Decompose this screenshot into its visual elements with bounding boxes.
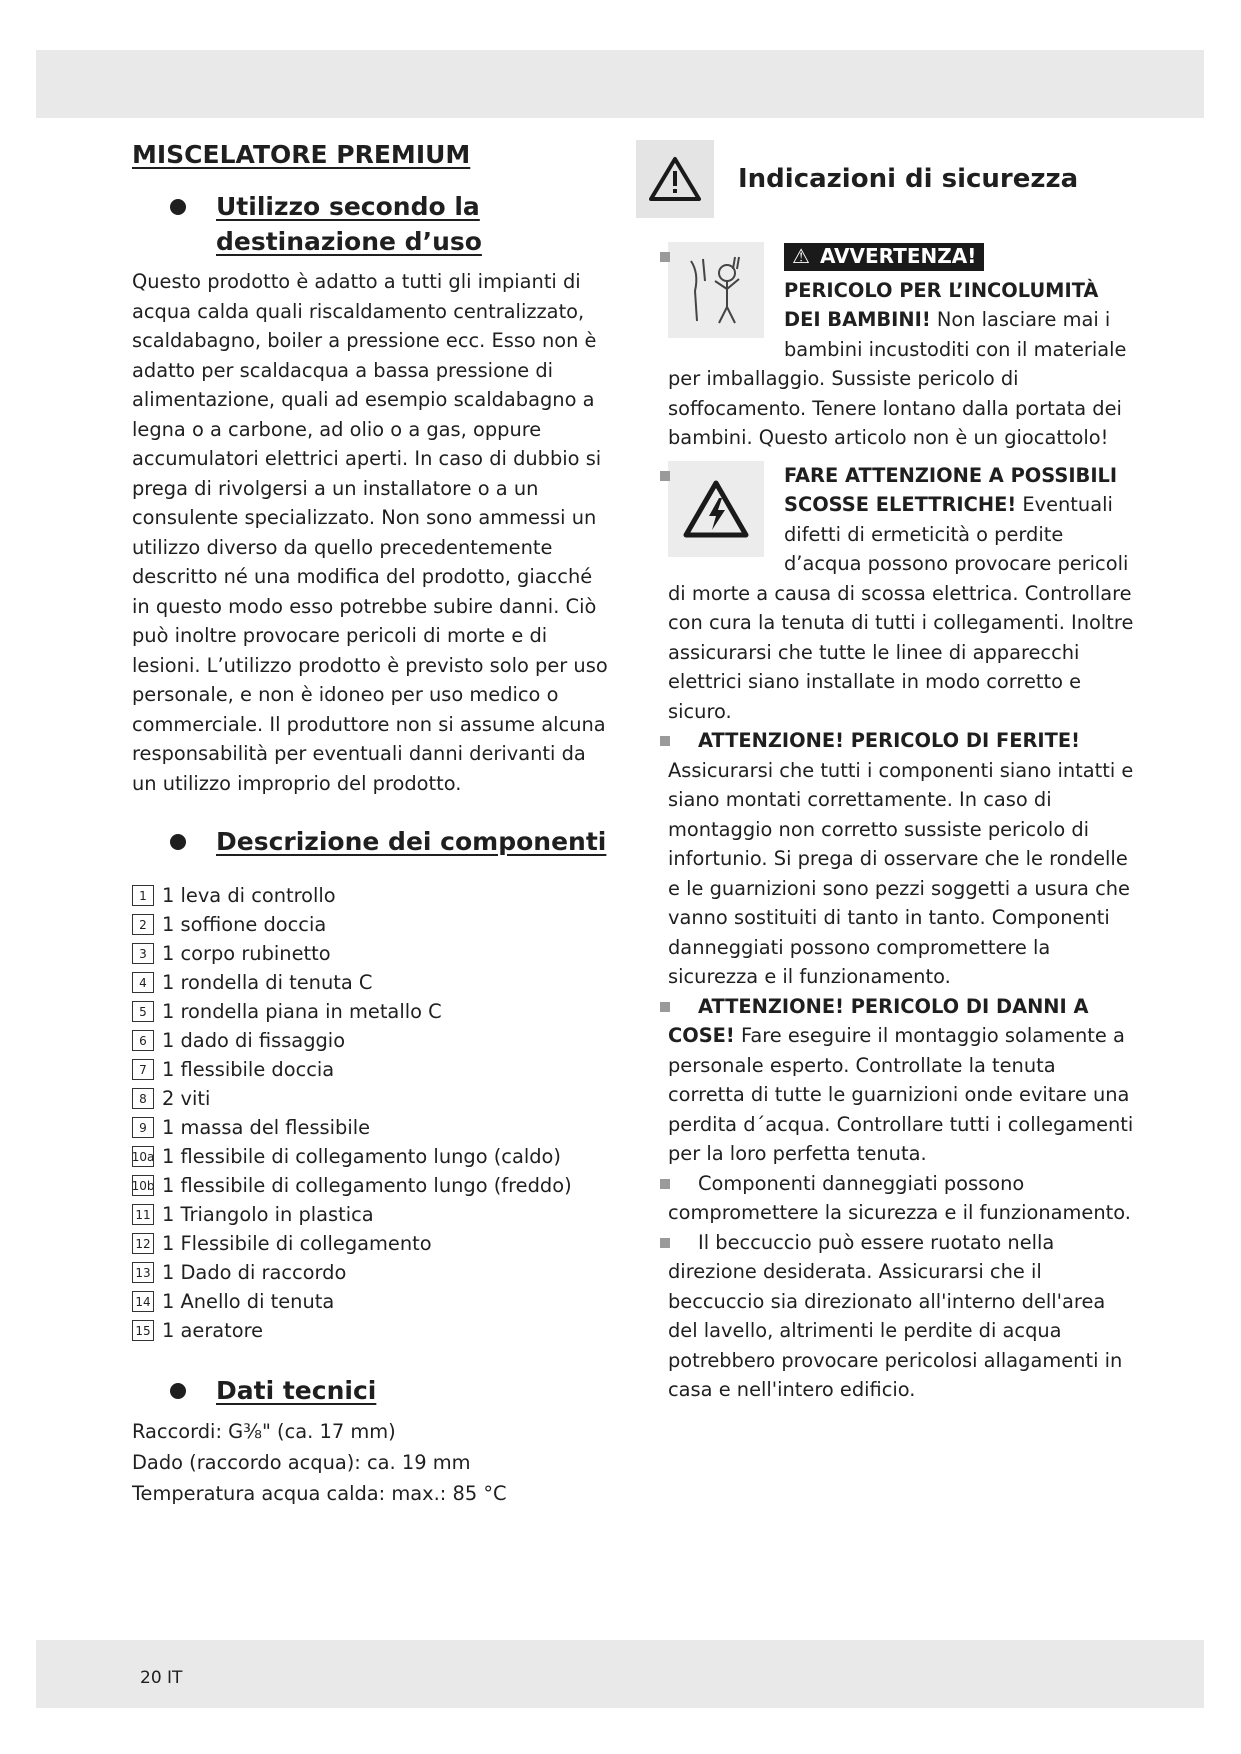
left-column — [132, 140, 612, 1509]
number-box: 3 — [132, 943, 154, 964]
list-item: 11 1 Triangolo in plastica — [132, 1200, 612, 1229]
list-item: 7 1 flessibile doccia — [132, 1055, 612, 1084]
number-box: 7 — [132, 1059, 154, 1080]
warning-triangle-icon — [636, 140, 714, 218]
child-warning-text: Non lasciare mai i bambini incustoditi con il materiale per imballaggio. Sussiste pericolo di soffocamento. Tenere lontano dalla portata dei bambini. Questo articolo non è un giocattolo! — [668, 308, 1127, 449]
list-item: 12 1 Flessibile di collegamento — [132, 1229, 612, 1258]
square-bullet-icon — [660, 1179, 670, 1189]
number-box: 8 — [132, 1088, 154, 1109]
list-item: 14 1 Anello di tenuta — [132, 1287, 612, 1316]
child-hazard-icon — [668, 242, 764, 338]
page-number: 20 IT — [140, 1668, 183, 1688]
bullet-icon — [170, 1383, 186, 1399]
list-item: 2 1 soffione doccia — [132, 910, 612, 939]
square-bullet-icon — [660, 252, 670, 262]
number-box: 9 — [132, 1117, 154, 1138]
child-warning — [668, 242, 1138, 453]
list-item: 13 1 Dado di raccordo — [132, 1258, 612, 1287]
components-list — [132, 881, 612, 1345]
bullet-icon — [170, 834, 186, 850]
number-box: 4 — [132, 972, 154, 993]
safety-title: Indicazioni di sicurezza — [738, 164, 1079, 194]
number-box: 10b — [132, 1175, 154, 1196]
usage-heading: Utilizzo secondo la destinazione d’uso — [132, 189, 612, 259]
number-box: 1 — [132, 885, 154, 906]
list-item: 9 1 massa del flessibile — [132, 1113, 612, 1142]
list-item: 3 1 corpo rubinetto — [132, 939, 612, 968]
tech-line: Dado (raccordo acqua): ca. 19 mm — [132, 1451, 471, 1474]
injury-warning — [668, 726, 1138, 992]
list-item: 5 1 rondella piana in metallo C — [132, 997, 612, 1026]
damage-warning-title: ATTENZIONE! PERICOLO DI DANNI A COSE! — [668, 994, 1089, 1047]
list-item: 1 1 leva di controllo — [132, 881, 612, 910]
number-box: 15 — [132, 1320, 154, 1341]
injury-warning-title: ATTENZIONE! PERICOLO DI FERITE! — [698, 729, 1080, 752]
electric-warning-title: FARE ATTENZIONE A POSSIBILI SCOSSE ELETTRICHE! — [784, 463, 1118, 516]
list-item: 6 1 dado di fissaggio — [132, 1026, 612, 1055]
damage-warning-text: Fare eseguire il montaggio solamente a personale esperto. Controllate la tenuta corretta di tutte le guarnizioni onde evitare una perdita d´acqua. Controllare tutti i collegamenti per la loro perfetta tenuta. — [668, 1024, 1134, 1165]
warning-badge: ⚠ AVVERTENZA! — [784, 243, 984, 271]
spout-note: Il beccuccio può essere ruotato nella direzione desiderata. Assicurarsi che il beccuccio sia direzionato all'interno dell'area del lavello, altrimenti le perdite di acqua potrebbero provocare pericolosi allagamenti in casa e nell'intero edificio. — [668, 1228, 1138, 1405]
bullet-icon — [170, 199, 186, 215]
electric-warning — [668, 461, 1138, 727]
electric-warning-text: Eventuali difetti di ermeticità o perdite d’acqua possono provocare pericoli di morte a causa di scossa elettrica. Controllare con cura la tenuta di tutti i collegamenti. Inoltre assicurarsi che tutte le linee di apparecchi elettrici siano installate in modo corretto e sicuro. — [668, 493, 1134, 723]
number-box: 6 — [132, 1030, 154, 1051]
number-box: 12 — [132, 1233, 154, 1254]
tech-heading: Dati tecnici — [132, 1373, 612, 1408]
list-item: 15 1 aeratore — [132, 1316, 612, 1345]
number-box: 11 — [132, 1204, 154, 1225]
list-item: 10b 1 flessibile di collegamento lungo (freddo) — [131, 1174, 572, 1197]
warning-triangle-icon: ⚠ — [792, 244, 810, 268]
footer-band — [36, 1640, 1204, 1708]
high-voltage-icon — [668, 461, 764, 557]
square-bullet-icon — [660, 471, 670, 481]
list-item: 10a 1 flessibile di collegamento lungo (caldo) — [131, 1145, 561, 1168]
safety-header — [668, 140, 1138, 218]
number-box: 2 — [132, 914, 154, 935]
list-item: 4 1 rondella di tenuta C — [132, 968, 612, 997]
square-bullet-icon — [660, 1002, 670, 1012]
number-box: 10a — [132, 1146, 154, 1167]
header-band — [36, 50, 1204, 118]
number-box: 5 — [132, 1001, 154, 1022]
right-column — [668, 140, 1138, 1405]
square-bullet-icon — [660, 736, 670, 746]
list-item: 8 2 viti — [132, 1084, 612, 1113]
injury-warning-text: Assicurarsi che tutti i componenti siano intatti e siano montati correttamente. In caso di montaggio non corretto sussiste pericolo di infortunio. Si prega di osservare che le rondelle e le guarnizioni sono pezzi soggetti a usura che vanno sostituiti di tanto in tanto. Componenti danneggiati possono compromettere la sicurezza e il funzionamento. — [668, 758, 1134, 988]
usage-text: Questo prodotto è adatto a tutti gli impianti di acqua calda quali riscaldamento centralizzato, scaldabagno, boiler a pressione ecc. Esso non è adatto per scaldacqua a bassa pressione di alimentazione, quali ad esempio scaldabagno a legna o a carbone, ad olio o a gas, oppure accumulatori elettrici aperti. In caso di dubbio si prega di rivolgersi a un installatore o a un consulente specializzato. Non sono ammessi un utilizzo diverso da quello precedentemente descritto né una modifica del prodotto, giacché in questo modo esso potrebbe subire danni. Ciò può inoltre provocare pericoli di morte e di lesioni. L’utilizzo prodotto è previsto solo per uso personale, e non è idoneo per uso medico o commerciale. Il produttore non si assume alcuna responsabilità per eventuali danni derivanti da un utilizzo improprio del prodotto. — [132, 270, 608, 795]
child-warning-title: PERICOLO PER L’INCOLUMITÀ DEI BAMBINI! — [784, 278, 1099, 331]
tech-line: Temperatura acqua calda: max.: 85 °C — [132, 1482, 507, 1505]
damage-warning — [668, 992, 1138, 1169]
components-heading: Descrizione dei componenti — [132, 824, 612, 859]
number-box: 14 — [132, 1291, 154, 1312]
damaged-parts-note: Componenti danneggiati possono compromettere la sicurezza e il funzionamento. — [668, 1169, 1138, 1228]
square-bullet-icon — [660, 1238, 670, 1248]
tech-line: Raccordi: G⅜" (ca. 17 mm) — [132, 1420, 396, 1443]
number-box: 13 — [132, 1262, 154, 1283]
page-title: MISCELATORE PREMIUM — [132, 140, 471, 169]
